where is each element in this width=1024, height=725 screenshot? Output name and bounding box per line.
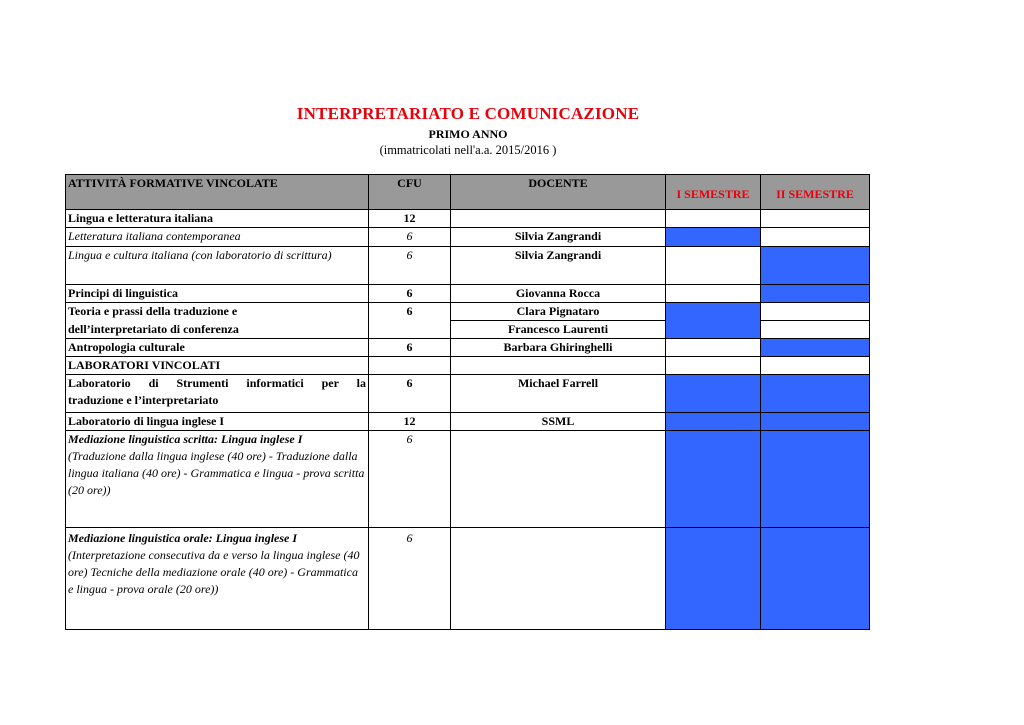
semester-2-cell-active [761, 247, 870, 285]
table-row [66, 528, 870, 630]
cfu-cell [369, 357, 451, 375]
table-header-row [66, 175, 870, 210]
column-header-cfu: CFU [369, 175, 451, 210]
activity-cell: Principi di linguistica [66, 285, 369, 303]
activity-detail: (Interpretazione consecutiva da e verso la lingua inglese (40 ore) Tecniche della mediazione orale (40 ore) - Grammatica e lingua - prova orale (20 ore)) [68, 548, 360, 596]
page-title: INTERPRETARIATO E COMUNICAZIONE [296, 104, 640, 123]
semester-1-cell [666, 339, 761, 357]
activity-cell [66, 528, 369, 630]
semester-1-cell [666, 285, 761, 303]
semester-1-cell-active [666, 431, 761, 528]
semester-1-cell-active [666, 413, 761, 431]
table-row [66, 210, 870, 228]
teacher-cell [451, 357, 666, 375]
activity-line: traduzione e l’interpretariato [68, 393, 219, 407]
teacher-cell: Silvia Zangrandi [451, 228, 666, 247]
activity-cell: Antropologia culturale [66, 339, 369, 357]
teacher-cell: Giovanna Rocca [451, 285, 666, 303]
semester-2-cell-active [761, 375, 870, 413]
activity-title: Mediazione linguistica scritta: Lingua inglese I [68, 432, 303, 446]
teacher-cell: Michael Farrell [451, 375, 666, 413]
table-row [66, 431, 870, 528]
cfu-cell: 6 [369, 303, 451, 321]
column-header-semester-2: II SEMESTRE [761, 175, 870, 210]
activity-cell: Lingua e cultura italiana (con laboratorio di scrittura) [66, 247, 369, 285]
cfu-cell: 12 [369, 413, 451, 431]
semester-2-cell-active [761, 339, 870, 357]
table-row [66, 375, 870, 413]
table-row [66, 247, 870, 285]
semester-1-cell [666, 357, 761, 375]
teacher-cell: Francesco Laurenti [451, 321, 666, 339]
semester-2-cell [761, 321, 870, 339]
teacher-cell: Clara Pignataro [451, 303, 666, 321]
activity-cell: Teoria e prassi della traduzione e [66, 303, 369, 321]
semester-1-cell [666, 210, 761, 228]
column-header-teacher: DOCENTE [451, 175, 666, 210]
semester-1-cell-active [666, 375, 761, 413]
year-subtitle: PRIMO ANNO [428, 127, 508, 141]
cohort-note: (immatricolati nell'a.a. 2015/2016 ) [379, 143, 557, 157]
semester-1-cell-active [666, 528, 761, 630]
semester-2-cell-active [761, 431, 870, 528]
semester-2-cell-active [761, 413, 870, 431]
table-row [66, 413, 870, 431]
cfu-cell [369, 321, 451, 339]
semester-2-cell-active [761, 285, 870, 303]
activity-title: Mediazione linguistica orale: Lingua inglese I [68, 531, 298, 545]
activity-cell: dell’interpretariato di conferenza [66, 321, 369, 339]
activity-cell: Lingua e letteratura italiana [66, 210, 369, 228]
column-header-activity: ATTIVITÀ FORMATIVE VINCOLATE [66, 175, 369, 210]
column-header-semester-1: I SEMESTRE [666, 175, 761, 210]
table-row [66, 303, 870, 321]
cfu-cell: 6 [369, 228, 451, 247]
cfu-cell: 12 [369, 210, 451, 228]
teacher-cell: SSML [451, 413, 666, 431]
activity-cell: Letteratura italiana contemporanea [66, 228, 369, 247]
semester-2-cell-active [761, 528, 870, 630]
semester-1-cell [666, 247, 761, 285]
semester-1-cell-active [666, 303, 761, 339]
cfu-cell: 6 [369, 528, 451, 630]
semester-1-cell-active [666, 228, 761, 247]
section-heading: LABORATORI VINCOLATI [66, 357, 369, 375]
semester-2-cell [761, 228, 870, 247]
cfu-cell: 6 [369, 375, 451, 413]
table-row [66, 228, 870, 247]
teacher-cell: Silvia Zangrandi [451, 247, 666, 285]
table-row [66, 285, 870, 303]
activity-cell: Laboratorio di lingua inglese I [66, 413, 369, 431]
course-plan-table [65, 174, 870, 630]
section-row [66, 357, 870, 375]
teacher-cell [451, 431, 666, 528]
teacher-cell [451, 210, 666, 228]
semester-2-cell [761, 210, 870, 228]
activity-cell [66, 431, 369, 528]
activity-cell [66, 375, 369, 413]
semester-2-cell [761, 357, 870, 375]
activity-detail: (Traduzione dalla lingua inglese (40 ore) - Traduzione dalla lingua italiana (40 ore) - Grammatica e lingua - prova scritta (20 ore)) [68, 449, 365, 497]
cfu-cell: 6 [369, 431, 451, 528]
cfu-cell: 6 [369, 285, 451, 303]
teacher-cell [451, 528, 666, 630]
cfu-cell: 6 [369, 247, 451, 285]
table-row [66, 339, 870, 357]
activity-line: Laboratorio di Strumenti informatici per la [68, 376, 366, 390]
teacher-cell: Barbara Ghiringhelli [451, 339, 666, 357]
cfu-cell: 6 [369, 339, 451, 357]
semester-2-cell [761, 303, 870, 321]
